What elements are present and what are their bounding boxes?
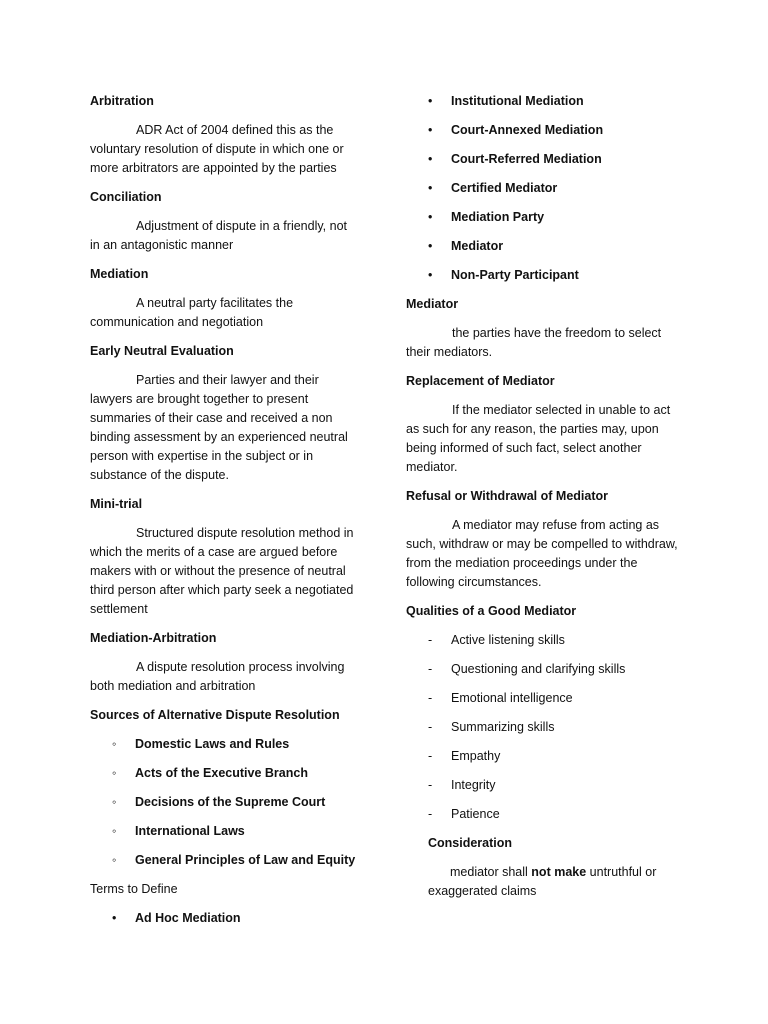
- mini-trial-definition: Structured dispute resolution method in which the merits of a case are argued before makers with or without the presence of neutral third person after which party seek a negotiated settlement: [90, 526, 354, 616]
- right-column: [406, 92, 682, 911]
- list-item: • Ad Hoc Mediation: [90, 909, 360, 928]
- heading-mediator: Mediator: [406, 297, 459, 311]
- bullet-icon: ◦: [112, 795, 117, 809]
- dash-icon: -: [428, 720, 433, 734]
- list-item: ◦ General Principles of Law and Equity: [90, 851, 360, 870]
- replacement-of-mediator-text: If the mediator selected in unable to act as such for any reason, the parties may, upon being informed of such fact, select another mediator.: [406, 403, 671, 474]
- list-item: - Questioning and clarifying skills: [406, 660, 682, 679]
- bullet-icon: •: [428, 94, 433, 108]
- bullet-icon: •: [428, 181, 433, 195]
- list-item: ◦ Domestic Laws and Rules: [90, 735, 360, 754]
- mediation-arbitration-definition: A dispute resolution process involving both mediation and arbitration: [90, 660, 345, 693]
- heading-mediation-arbitration: Mediation-Arbitration: [90, 631, 217, 645]
- dash-icon: -: [428, 778, 433, 792]
- bullet-icon: •: [428, 268, 433, 282]
- mediation-definition: A neutral party facilitates the communication and negotiation: [90, 296, 294, 329]
- heading-qualities-of-good-mediator: Qualities of a Good Mediator: [406, 604, 577, 618]
- heading-conciliation: Conciliation: [90, 190, 162, 204]
- dash-icon: -: [428, 691, 433, 705]
- sources-list: [90, 735, 360, 870]
- dash-icon: -: [428, 749, 433, 763]
- list-item: - Patience: [406, 805, 682, 824]
- heading-early-neutral-evaluation: Early Neutral Evaluation: [90, 344, 234, 358]
- bullet-icon: ◦: [112, 766, 117, 780]
- list-item: - Active listening skills: [406, 631, 682, 650]
- heading-mini-trial: Mini-trial: [90, 497, 143, 511]
- heading-replacement-of-mediator: Replacement of Mediator: [406, 374, 555, 388]
- dash-icon: -: [428, 662, 433, 676]
- bullet-icon: •: [428, 210, 433, 224]
- list-item: ◦ Acts of the Executive Branch: [90, 764, 360, 783]
- bullet-icon: ◦: [112, 853, 117, 867]
- mediator-definition: the parties have the freedom to select their mediators.: [406, 326, 662, 359]
- list-item: • Mediation Party: [406, 208, 682, 227]
- list-item: - Summarizing skills: [406, 718, 682, 737]
- heading-refusal-or-withdrawal: Refusal or Withdrawal of Mediator: [406, 489, 608, 503]
- bullet-icon: •: [428, 123, 433, 137]
- list-item: • Certified Mediator: [406, 179, 682, 198]
- qualities-list: [406, 631, 682, 824]
- terms-list-continued: [406, 92, 682, 285]
- list-item: • Mediator: [406, 237, 682, 256]
- bullet-icon: •: [428, 152, 433, 166]
- list-item: - Empathy: [406, 747, 682, 766]
- heading-arbitration: Arbitration: [90, 94, 154, 108]
- left-column: [90, 92, 360, 938]
- list-item: - Emotional intelligence: [406, 689, 682, 708]
- refusal-or-withdrawal-text: A mediator may refuse from acting as such, withdraw or may be compelled to withdraw, from the mediation proceedings under the following circumstances.: [406, 518, 678, 589]
- heading-terms-to-define: Terms to Define: [90, 882, 178, 896]
- conciliation-definition: Adjustment of dispute in a friendly, not in an antagonistic manner: [90, 219, 347, 252]
- bullet-icon: •: [428, 239, 433, 253]
- list-item: • Institutional Mediation: [406, 92, 682, 111]
- bullet-icon: ◦: [112, 737, 117, 751]
- list-item: • Court-Referred Mediation: [406, 150, 682, 169]
- list-item: - Integrity: [406, 776, 682, 795]
- heading-sources-of-adr: Sources of Alternative Dispute Resolution: [90, 708, 340, 722]
- consideration-block: [406, 834, 682, 901]
- heading-consideration: Consideration: [428, 836, 513, 850]
- list-item: ◦ Decisions of the Supreme Court: [90, 793, 360, 812]
- dash-icon: -: [428, 807, 433, 821]
- list-item: • Non-Party Participant: [406, 266, 682, 285]
- consideration-text: mediator shall not make untruthful or exaggerated claims: [428, 865, 657, 898]
- emphasis-not-make: not make: [531, 865, 587, 879]
- list-item: • Court-Annexed Mediation: [406, 121, 682, 140]
- bullet-icon: •: [112, 911, 117, 925]
- dash-icon: -: [428, 633, 433, 647]
- early-neutral-evaluation-definition: Parties and their lawyer and their lawyers are brought together to present summaries of their case and received a non binding assessment by an experienced neutral person with expertise in the subject or in substance of the dispute.: [90, 373, 348, 482]
- list-item: ◦ International Laws: [90, 822, 360, 841]
- arbitration-definition: ADR Act of 2004 defined this as the voluntary resolution of dispute in which one or more arbitrators are appointed by the parties: [90, 123, 344, 175]
- heading-mediation: Mediation: [90, 267, 149, 281]
- terms-list: [90, 909, 360, 928]
- bullet-icon: ◦: [112, 824, 117, 838]
